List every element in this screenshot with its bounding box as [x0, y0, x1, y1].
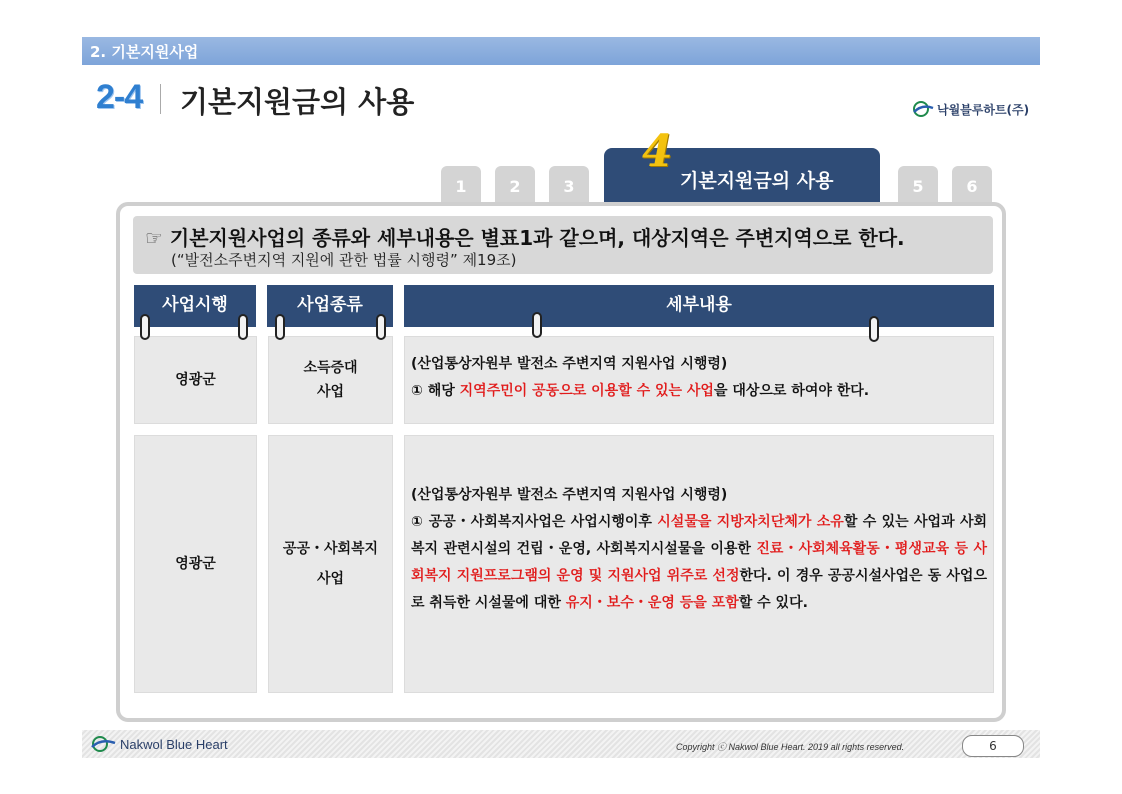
- row2-seg4: 진료・사회체육활동・평생교육 등 사회복지 지원프로그램의 운영 및 지원사업 위주로 선정: [411, 541, 987, 584]
- row1-detail-prefix: ① 해당: [411, 383, 460, 399]
- page-title: 기본지원금의 사용: [180, 85, 415, 119]
- row1-detail-highlight: 지역주민이 공동으로 이용할 수 있는 사업: [459, 383, 714, 399]
- header-detail: 세부내용: [404, 285, 994, 327]
- binder-ring: [275, 314, 285, 340]
- row2-executor: [134, 435, 257, 693]
- binder-ring: [376, 314, 386, 340]
- row1-detail: [404, 336, 994, 424]
- section-bar: [82, 37, 1040, 65]
- summary-reference: (“발전소주변지역 지원에 관한 법률 시행령” 제19조): [171, 251, 517, 269]
- footer-brand: Nakwol Blue Heart: [120, 736, 228, 752]
- row2-seg7: 할 수 있다.: [738, 595, 808, 611]
- row1-type-line2: 사업: [316, 384, 345, 400]
- row2-type-line1: 공공・사회복지: [282, 541, 379, 557]
- title-divider: [160, 84, 161, 114]
- row2-seg6: 유지・보수・운영 등을 포함: [565, 595, 739, 611]
- header-executor: 사업시행: [134, 285, 256, 327]
- row1-type-line1: 소득증대: [303, 360, 358, 376]
- tab-5[interactable]: 5: [898, 166, 938, 202]
- row2-detail-body: [411, 509, 987, 617]
- page-number: 6: [962, 735, 1024, 757]
- company-name: 낙월블루하트(주): [937, 102, 1030, 117]
- binder-ring: [140, 314, 150, 340]
- summary-box: [133, 216, 993, 274]
- pointer-icon: ☞: [145, 226, 163, 250]
- title-number: 2-4: [96, 78, 143, 116]
- row2-executor-text: 영광군: [175, 556, 216, 572]
- row2-type: [268, 435, 393, 693]
- summary-text: 기본지원사업의 종류와 세부내용은 별표1과 같으며, 대상지역은 주변지역으로 한다.: [169, 226, 905, 250]
- active-tab-number: 4: [642, 126, 673, 177]
- tab-6[interactable]: 6: [952, 166, 992, 202]
- row1-executor: [134, 336, 257, 424]
- summary-main: [145, 222, 905, 251]
- row2-seg2: 시설물을 지방자치단체가 소유: [657, 514, 844, 530]
- row2-seg1: ① 공공・사회복지사업은 사업시행이후: [411, 514, 658, 530]
- row2-detail-title: (산업통상자원부 발전소 주변지역 지원사업 시행령): [411, 487, 728, 503]
- company-logo-icon: [912, 100, 934, 118]
- row1-detail-body: [411, 378, 993, 405]
- company-logo: [912, 100, 1029, 118]
- footer-logo: [90, 735, 228, 753]
- tab-1[interactable]: 1: [441, 166, 481, 202]
- active-tab-label: 기본지원금의 사용: [680, 170, 834, 192]
- footer-logo-icon: [90, 735, 116, 753]
- header-type: 사업종류: [267, 285, 393, 327]
- binder-ring: [238, 314, 248, 340]
- row2-type-line2: 사업: [316, 571, 345, 587]
- binder-ring: [869, 316, 879, 342]
- row2-seg3: 할 수 있는 사업과 사회복지 관련시설의 건립・운영, 사회복지시설물을 이용한: [411, 514, 987, 557]
- row2-detail: [404, 435, 994, 693]
- row1-type: [268, 336, 393, 424]
- tab-2[interactable]: 2: [495, 166, 535, 202]
- copyright: Copyright ⓒ Nakwol Blue Heart. 2019 all rights reserved.: [676, 742, 905, 752]
- section-label: 2. 기본지원사업: [90, 43, 199, 61]
- binder-ring: [532, 312, 542, 338]
- row2-seg5: 한다. 이 경우 공공시설사업은 동 사업으로 취득한 시설물에 대한: [411, 568, 987, 611]
- tab-3[interactable]: 3: [549, 166, 589, 202]
- row1-detail-suffix: 을 대상으로 하여야 한다.: [713, 383, 870, 399]
- tab-4-active[interactable]: [604, 126, 880, 202]
- row1-executor-text: 영광군: [175, 372, 216, 388]
- row1-detail-title: (산업통상자원부 발전소 주변지역 지원사업 시행령): [411, 356, 728, 372]
